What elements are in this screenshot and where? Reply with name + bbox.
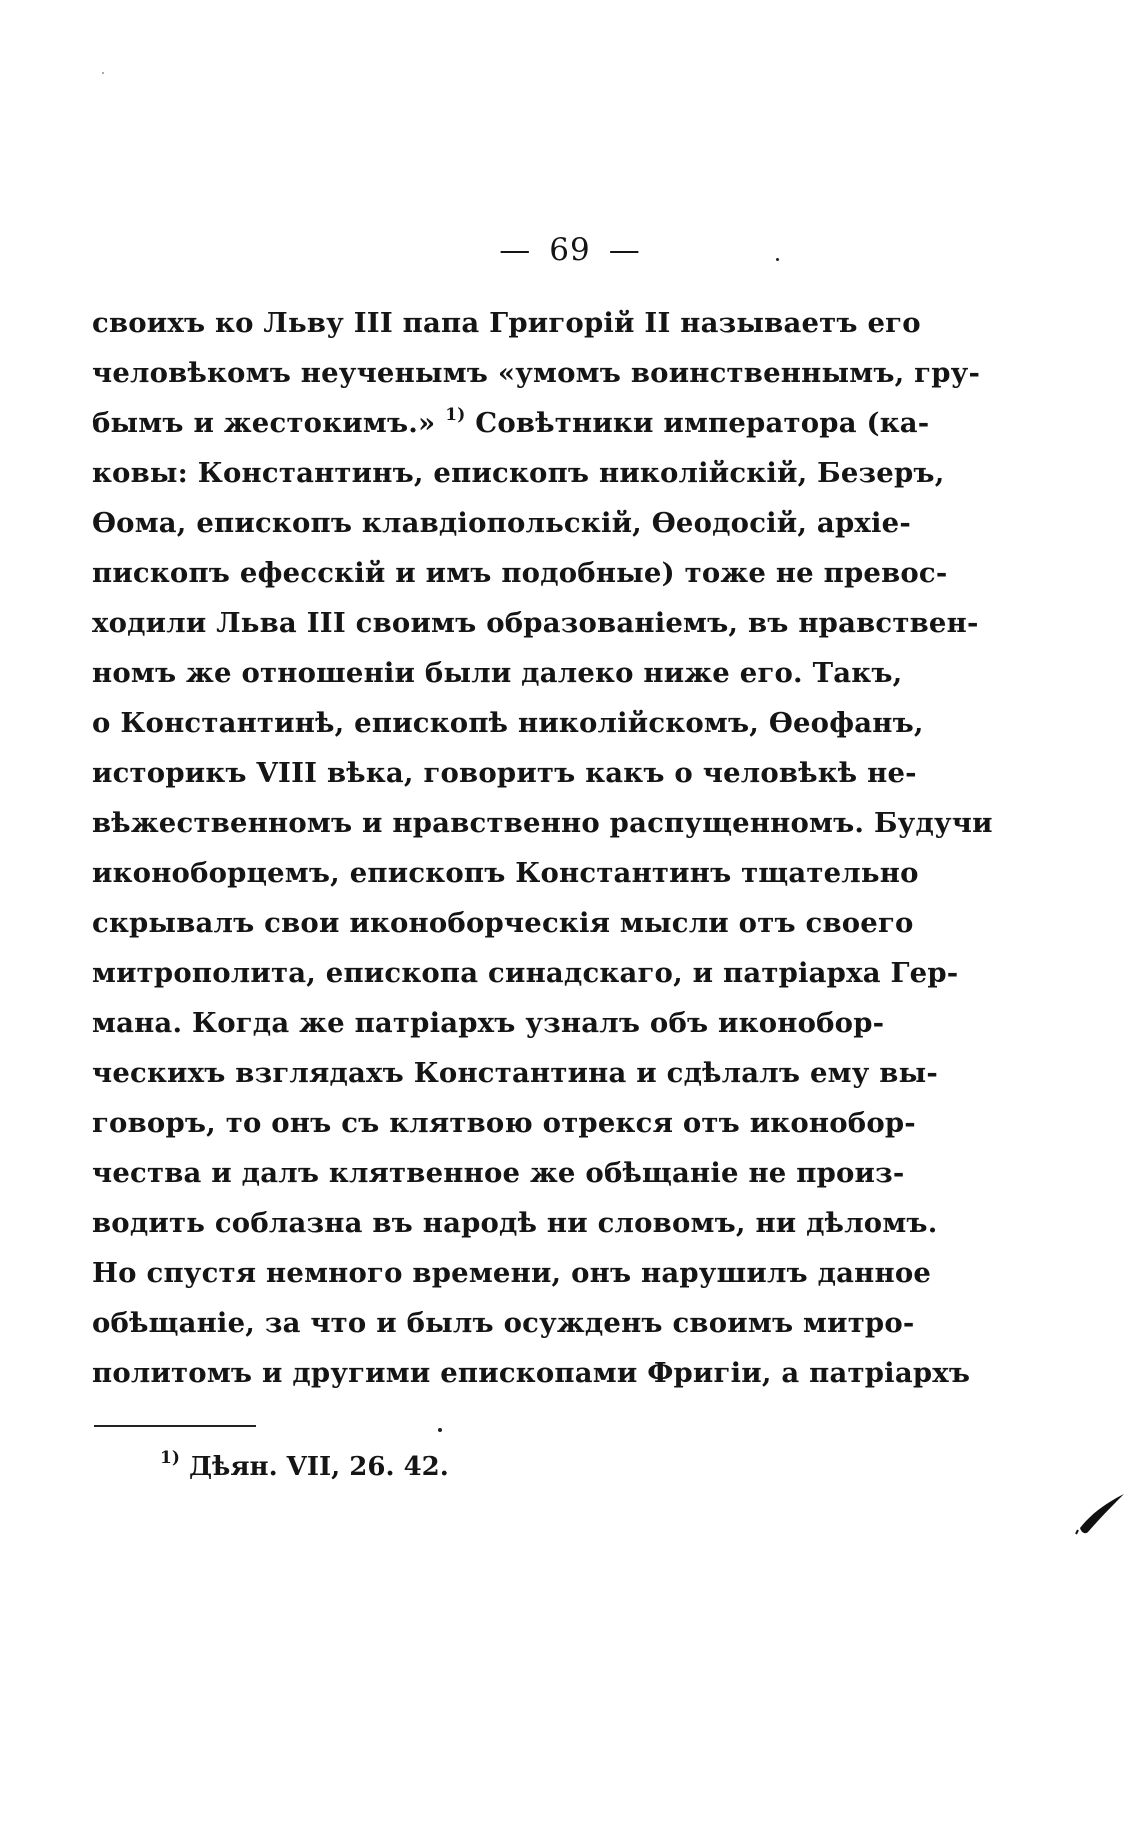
- print-speck: [776, 258, 779, 261]
- text-line: иконоборцемъ, епископъ Константинъ тщательно: [92, 857, 919, 889]
- text-line: митрополита, епископа синадскаго, и патріарха Гер-: [92, 957, 959, 989]
- text-line: человѣкомъ неученымъ «умомъ воинственнымъ, гру-: [92, 357, 981, 389]
- text-line-with-footnote: [92, 398, 930, 448]
- text-line: своихъ ко Льву III папа Григорій II называетъ его: [92, 307, 921, 339]
- page-number: 69: [549, 232, 591, 268]
- text-line: говоръ, то онъ съ клятвою отрекся отъ иконобор-: [92, 1107, 916, 1139]
- text-line-part: Совѣтники императора (ка-: [475, 407, 930, 439]
- footnote-divider: [94, 1425, 256, 1427]
- text-line: Ѳома, епископъ клавдіопольскій, Ѳеодосій, архіе-: [92, 507, 911, 539]
- text-line: о Константинѣ, епископѣ николійскомъ, Ѳеофанъ,: [92, 707, 924, 739]
- text-line: ковы: Константинъ, епископъ николійскій, Безеръ,: [92, 457, 945, 489]
- page-number-dash-left: —: [499, 232, 532, 268]
- text-line: вѣжественномъ и нравственно распущенномъ. Будучи: [92, 807, 993, 839]
- text-line: ходили Льва III своимъ образованіемъ, въ нравствен-: [92, 607, 979, 639]
- footnote-reference: 1): [445, 405, 466, 425]
- text-line: ческихъ взглядахъ Константина и сдѣлалъ ему вы-: [92, 1057, 938, 1089]
- text-line: мана. Когда же патріархъ узналъ объ иконобор-: [92, 1007, 885, 1039]
- text-line: номъ же отношеніи были далеко ниже его. Такъ,: [92, 657, 903, 689]
- text-line: чества и далъ клятвенное же обѣщаніе не произ-: [92, 1157, 905, 1189]
- text-line: водить соблазна въ народѣ ни словомъ, ни дѣломъ.: [92, 1207, 938, 1239]
- text-line: Но спустя немного времени, онъ нарушилъ данное: [92, 1257, 932, 1289]
- page-number-header: [0, 232, 1140, 268]
- page-number-dash-right: —: [608, 232, 641, 268]
- footnote-text: Дѣян. VII, 26. 42.: [188, 1452, 449, 1482]
- print-speck: [102, 72, 104, 74]
- text-line: пископъ ефесскій и имъ подобные) тоже не превос-: [92, 557, 948, 589]
- footnote: [160, 1448, 449, 1482]
- footnote-marker: 1): [160, 1448, 180, 1468]
- text-line: скрывалъ свои иконоборческія мысли отъ своего: [92, 907, 914, 939]
- text-line: политомъ и другими епископами Фригіи, а патріархъ: [92, 1357, 971, 1389]
- text-line-part: бымъ и жестокимъ.»: [92, 407, 436, 439]
- text-line: историкъ VIII вѣка, говоритъ какъ о человѣкѣ не-: [92, 757, 917, 789]
- print-speck: [438, 1428, 442, 1432]
- text-line: обѣщаніе, за что и былъ осужденъ своимъ митро-: [92, 1307, 915, 1339]
- margin-pen-mark-icon: [1074, 1488, 1130, 1536]
- body-text: [92, 298, 993, 1398]
